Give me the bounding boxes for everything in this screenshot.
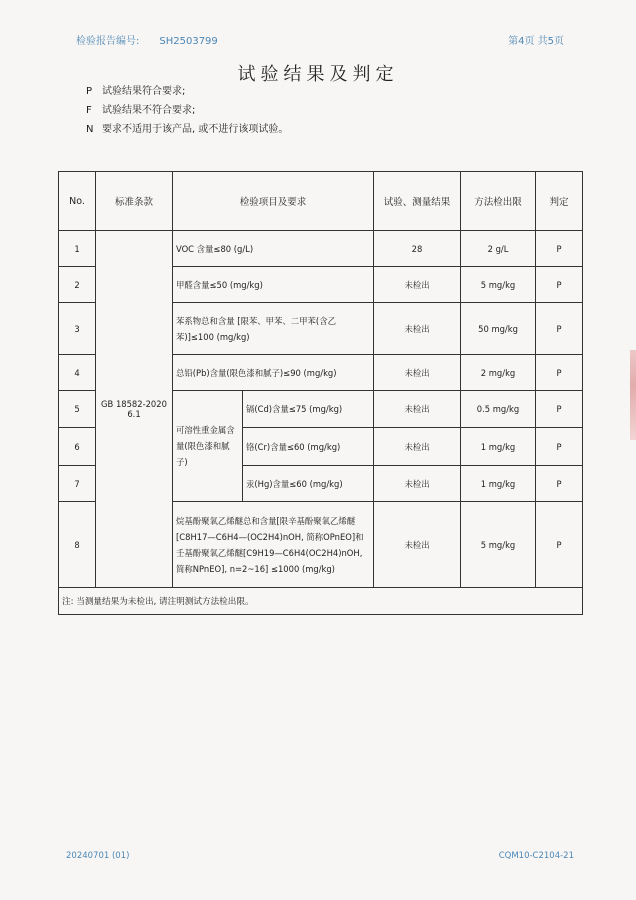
row-no: 7 — [59, 466, 96, 502]
row-item: 镉(Cd)含量≤75 (mg/kg) — [243, 391, 374, 428]
table-header-row — [59, 172, 583, 231]
row-item: 总铅(Pb)含量(限色漆和腻子)≤90 (mg/kg) — [173, 355, 374, 391]
row-no: 8 — [59, 502, 96, 588]
header-clause: 标准条款 — [96, 172, 173, 231]
seal-stamp-edge — [630, 350, 636, 440]
row-no: 2 — [59, 267, 96, 303]
row-judge: P — [536, 267, 583, 303]
standard-clause: GB 18582-2020 6.1 — [96, 231, 173, 588]
legend-text: 要求不适用于该产品, 或不进行该项试验。 — [102, 124, 289, 135]
page-title: 试验结果及判定 — [237, 64, 399, 85]
row-limit: 5 mg/kg — [461, 267, 536, 303]
header-item: 检验项目及要求 — [173, 172, 374, 231]
header-no: No. — [59, 172, 96, 231]
legend-mark: F — [86, 105, 92, 116]
header-limit: 方法检出限 — [461, 172, 536, 231]
row-result: 未检出 — [374, 391, 461, 428]
row-limit: 2 g/L — [461, 231, 536, 267]
legend — [86, 82, 288, 139]
row-result: 28 — [374, 231, 461, 267]
row-result: 未检出 — [374, 355, 461, 391]
row-no: 5 — [59, 391, 96, 428]
row-limit: 1 mg/kg — [461, 466, 536, 502]
row-limit: 5 mg/kg — [461, 502, 536, 588]
row-item: 烷基酚聚氧乙烯醚总和含量[限辛基酚聚氧乙烯醚[C8H17—C6H4—(OC2H4)nOH, 简称OPnEO]和壬基酚聚氧乙烯醚[C9H19—C6H4(OC2H4)nOH, 简称NPnEO], n=2~16] ≤1000 (mg/kg) — [173, 502, 374, 588]
results-table — [58, 171, 583, 615]
legend-item-na — [86, 120, 288, 139]
row-judge: P — [536, 231, 583, 267]
row-judge: P — [536, 502, 583, 588]
legend-text: 试验结果符合要求; — [102, 86, 186, 97]
row-result: 未检出 — [374, 466, 461, 502]
legend-mark: N — [86, 124, 94, 135]
report-number — [76, 32, 218, 47]
row-limit: 0.5 mg/kg — [461, 391, 536, 428]
header-judge: 判定 — [536, 172, 583, 231]
header-result: 试验、测量结果 — [374, 172, 461, 231]
legend-text: 试验结果不符合要求; — [102, 105, 196, 116]
row-item: 甲醛含量≤50 (mg/kg) — [173, 267, 374, 303]
table-row — [59, 231, 583, 267]
legend-item-fail — [86, 101, 288, 120]
row-no: 1 — [59, 231, 96, 267]
row-judge: P — [536, 303, 583, 355]
footer-version: 20240701 (01) — [66, 851, 130, 861]
row-judge: P — [536, 355, 583, 391]
row-result: 未检出 — [374, 267, 461, 303]
row-judge: P — [536, 391, 583, 428]
row-limit: 1 mg/kg — [461, 428, 536, 466]
row-result: 未检出 — [374, 428, 461, 466]
row-judge: P — [536, 428, 583, 466]
row-no: 4 — [59, 355, 96, 391]
report-number-value: SH2503799 — [159, 36, 218, 47]
report-number-label: 检验报告编号: — [76, 36, 140, 47]
row-limit: 2 mg/kg — [461, 355, 536, 391]
row-item: 铬(Cr)含量≤60 (mg/kg) — [243, 428, 374, 466]
row-judge: P — [536, 466, 583, 502]
table-note: 注: 当测量结果为未检出, 请注明测试方法检出限。 — [59, 588, 583, 615]
heavy-metals-group: 可溶性重金属含量(限色漆和腻子) — [173, 391, 243, 502]
page-info: 第4页 共5页 — [508, 36, 564, 47]
footer-form-code: CQM10-C2104-21 — [498, 851, 574, 861]
row-limit: 50 mg/kg — [461, 303, 536, 355]
row-no: 3 — [59, 303, 96, 355]
legend-mark: P — [86, 86, 93, 97]
row-item: 汞(Hg)含量≤60 (mg/kg) — [243, 466, 374, 502]
row-result: 未检出 — [374, 502, 461, 588]
row-no: 6 — [59, 428, 96, 466]
row-result: 未检出 — [374, 303, 461, 355]
legend-item-pass — [86, 82, 288, 101]
table-note-row — [59, 588, 583, 615]
row-item: 苯系物总和含量 [限苯、甲苯、二甲苯(含乙苯)]≤100 (mg/kg) — [173, 303, 374, 355]
row-item: VOC 含量≤80 (g/L) — [173, 231, 374, 267]
